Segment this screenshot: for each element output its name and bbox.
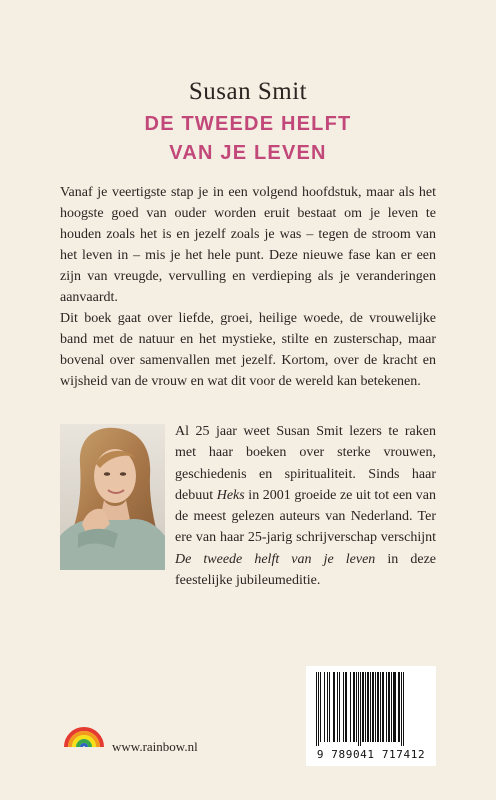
barcode-bar — [318, 672, 319, 746]
barcode-bar — [358, 672, 359, 746]
barcode-bar — [382, 672, 384, 742]
barcode-bar — [391, 672, 392, 742]
author-portrait-image — [60, 424, 165, 570]
barcode-bar — [343, 672, 344, 742]
barcode-bar — [339, 672, 340, 742]
barcode-bar — [377, 672, 379, 742]
bio-text-1: Al 25 jaar weet Susan Smit lezers te raken met haar boeken over sterke vrouwen, geschiedenis en spiritualiteit. Sinds haar debuut — [175, 424, 436, 503]
blurb-paragraph-2: Dit boek gaat over liefde, groei, heilige woede, de vrouwelijke band met de natuur en het mystieke, stilte en zusterschap, maar bovenal over samenvallen met jezelf. Kortom, over de kracht en wijsheid van de vrouw en wat dit voor de wereld kan betekenen. — [60, 311, 436, 389]
barcode-bar — [362, 672, 364, 742]
barcode-bar — [360, 672, 361, 746]
barcode-bar — [327, 672, 328, 742]
author-photo — [60, 424, 165, 570]
author-bio — [175, 421, 436, 591]
barcode-bar — [353, 672, 355, 742]
barcode-bar — [367, 672, 369, 742]
barcode-bar — [386, 672, 387, 742]
barcode-bar — [375, 672, 376, 742]
barcode-bar — [365, 672, 366, 742]
bio-book-title-main: De tweede helft van je leven — [175, 551, 376, 567]
publisher-website: www.rainbow.nl — [112, 739, 198, 754]
rainbow-arc-icon — [62, 707, 106, 751]
author-name: Susan Smit — [188, 78, 308, 105]
barcode-bar — [393, 672, 396, 742]
barcode-bar — [316, 672, 317, 746]
isbn-digits: 9 789041 717412 — [316, 748, 426, 761]
barcode-bar — [320, 672, 321, 742]
barcode-bar — [388, 672, 390, 742]
barcode-bar — [345, 672, 347, 742]
barcode-bar — [356, 672, 357, 742]
book-title-line-1: DE TWEEDE HELFT — [144, 113, 352, 135]
barcode-bar — [329, 672, 330, 742]
ean13-barcode — [306, 666, 436, 750]
barcode-bar — [350, 672, 351, 742]
barcode-bar — [324, 672, 325, 742]
barcode-bar — [372, 672, 374, 742]
book-title-line-2: VAN JE LEVEN — [169, 142, 327, 164]
barcode-bar — [401, 672, 402, 746]
bio-text-3: in deze feestelijke jubileumeditie. — [175, 551, 436, 589]
blurb-paragraph-1: Vanaf je veertigste stap je in een volgend hoofdstuk, maar als het hoogste goed van ouder worden eruit bestaat om je leven te houden zoals het is en jezelf zoals je was – tegen de stroom van het leven in – mis je het hele punt. Deze nieuwe fase kan er een zijn van vreugde, vervulling en verdieping als je veranderingen aanvaardt. — [60, 185, 436, 305]
barcode-bar — [380, 672, 381, 742]
blurb-text — [60, 182, 436, 392]
barcode-bar — [370, 672, 371, 742]
barcode-bar — [398, 672, 400, 742]
barcode-bar — [337, 672, 338, 742]
isbn-barcode — [306, 666, 436, 766]
barcode-bar — [333, 672, 335, 742]
barcode-bar — [403, 672, 404, 746]
bio-text-2: in 2001 groeide ze uit tot een van de meest gelezen auteurs van Nederland. Ter ere van haar 25-jarig schrijverschap verschijnt — [175, 487, 436, 546]
bio-book-title-heks: Heks — [216, 487, 245, 503]
